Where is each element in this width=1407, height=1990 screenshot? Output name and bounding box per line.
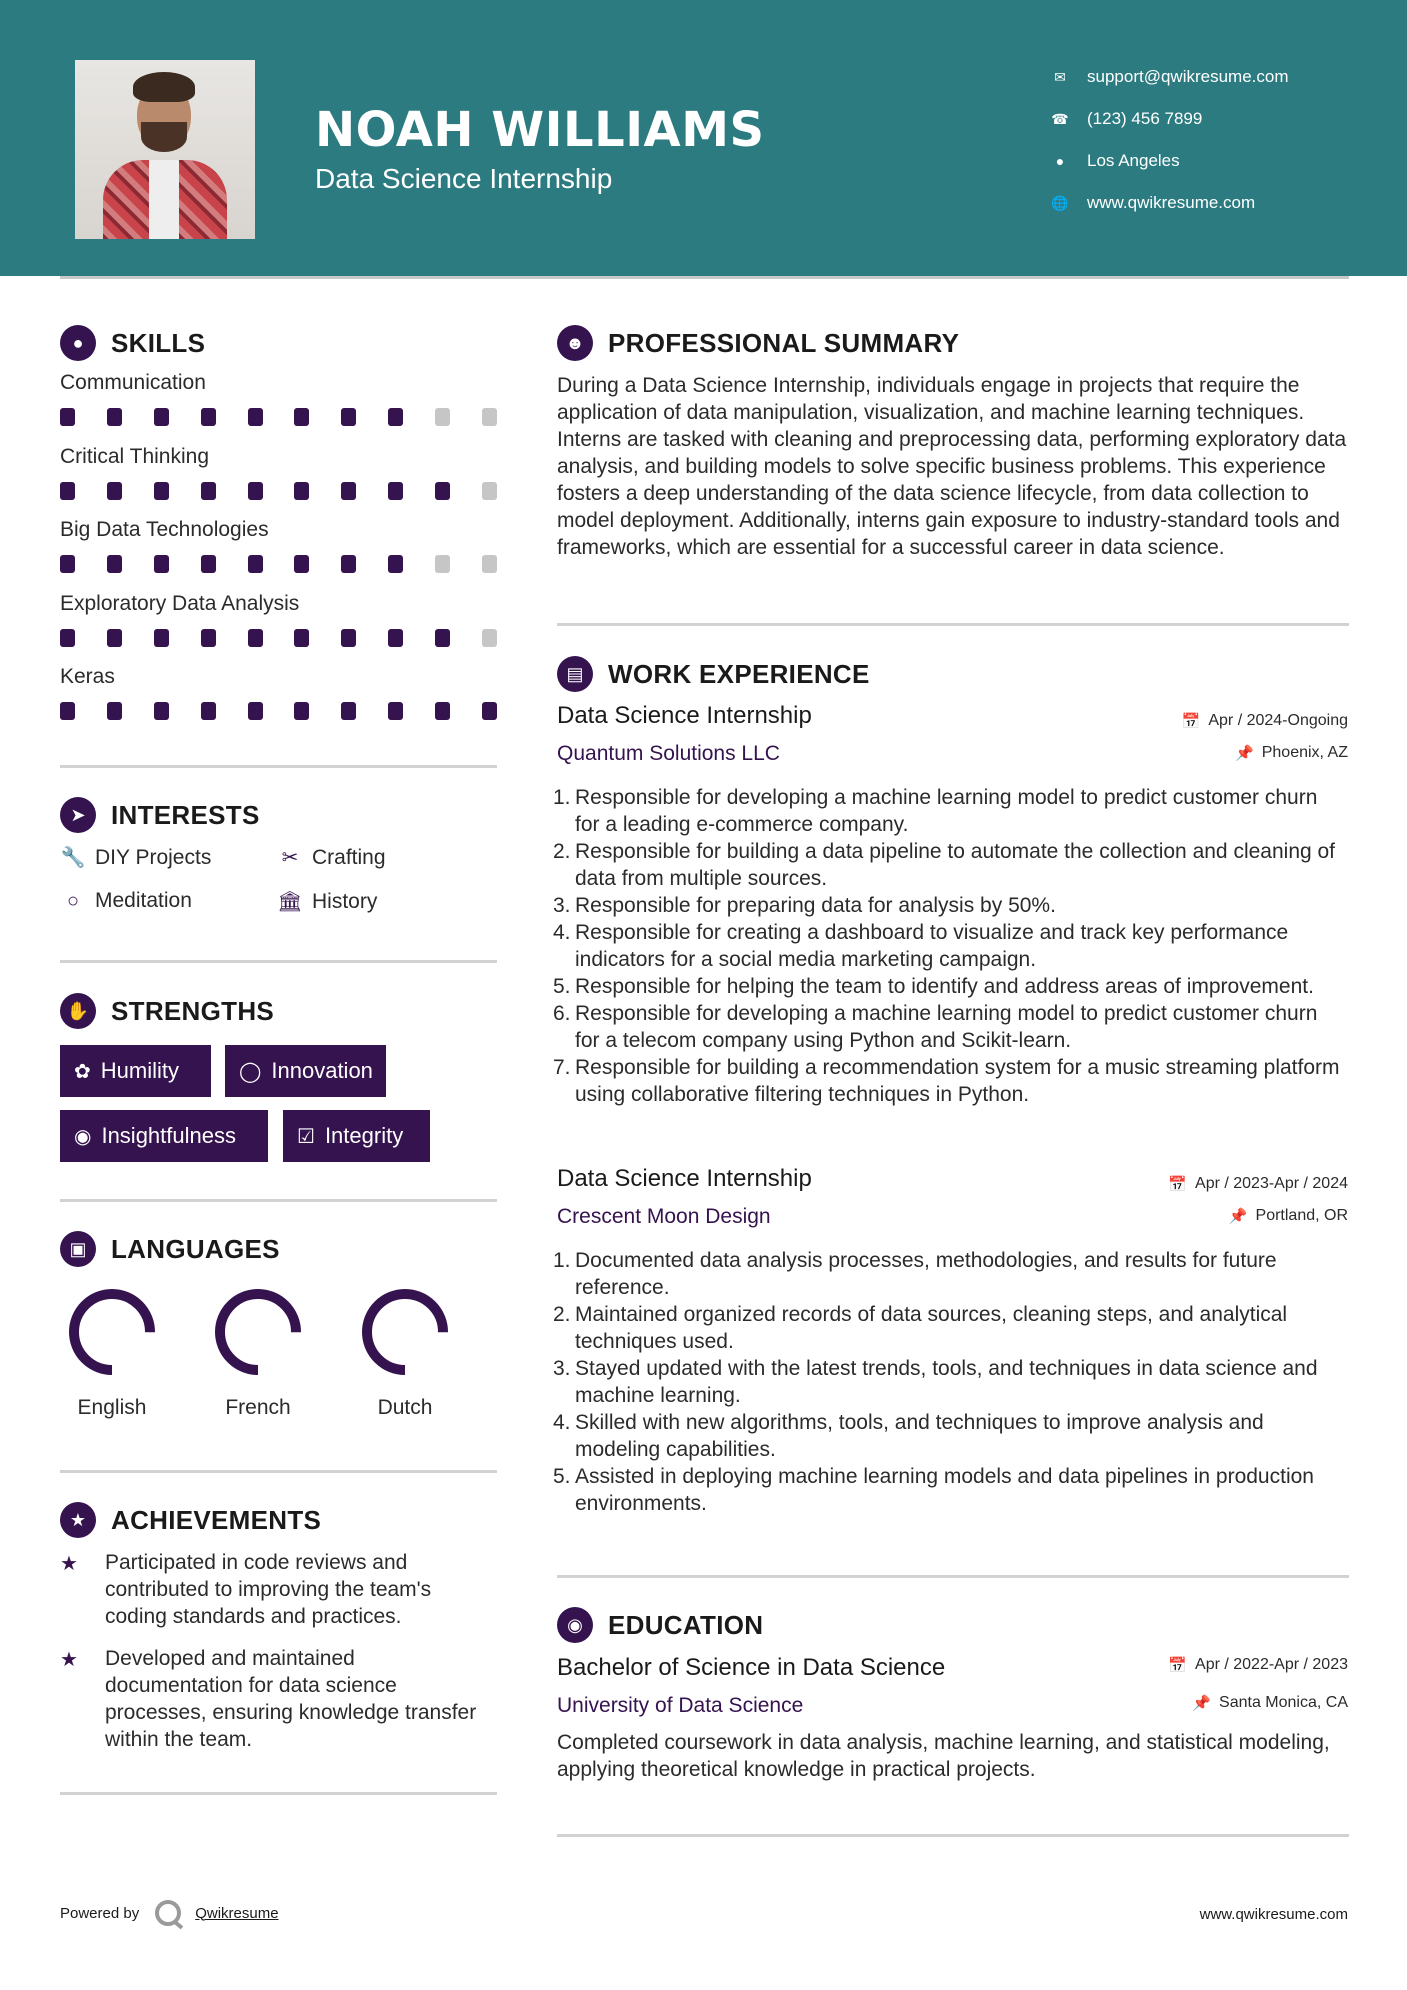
skill-dot [388,555,403,573]
achievement-item: ★ Participated in code reviews and contributed to improving the team's coding standards and practices. [60,1551,432,1628]
strength-badge: ◉ Insightfulness [60,1110,268,1162]
languages-heading: ▣ LANGUAGES [60,1231,280,1267]
job-responsibilities [553,784,1347,1108]
calendar-icon: 📅 [1168,1176,1188,1193]
skill-dot [154,482,169,500]
strengths-heading: ✋ STRENGTHS [60,993,274,1029]
degree-title: Bachelor of Science in Data Science [557,1654,946,1681]
skill-dot [248,702,263,720]
user-icon: ☻ [557,325,593,361]
summary-text: During a Data Science Internship, individuals engage in projects that require the application of data manipulation, visualization, and machine learning techniques. Interns are tasked with cleaning and preprocessing data, performing exploratory data analysis, and building models to solve specific business problems. This experience fosters a deep understanding of the data science lifecycle, from data collection to model deployment. Additionally, interns gain exposure to industry-standard tools and frameworks, which are essential for a successful career in data science. [557,374,1347,559]
skill-dot [107,482,122,500]
language-level-ring [212,1286,304,1378]
language-icon: ▣ [60,1231,96,1267]
wrench-icon: 🔧 [60,847,86,869]
achievement-item: ★ Developed and maintained documentation for data science processes, ensuring knowledge transfer within the team. [60,1647,477,1751]
responsibility-item: 6. Responsible for developing a machine learning model to predict customer churn for a telecom company using Python and Scikit-learn. [553,1002,1318,1052]
divider [60,1470,497,1473]
skill-dot [388,408,403,426]
interest-item: ✂ Crafting [277,845,386,870]
school-name: University of Data Science [557,1694,804,1717]
job-title: Data Science Internship [557,1165,812,1192]
graduation-icon: ◉ [557,1607,593,1643]
skill-dot [201,408,216,426]
responsibility-item: 4. Skilled with new algorithms, tools, and techniques to improve analysis and modeling capabilities. [553,1411,1264,1461]
responsibility-item: 7. Responsible for building a recommendation system for a music streaming platform using collaborative filtering techniques in Python. [553,1056,1340,1106]
candidate-name: NOAH WILLIAMS [315,102,765,158]
job-location: 📌 Phoenix, AZ [1235,744,1348,762]
job-title: Data Science Internship [557,702,812,729]
skill-dot [60,482,75,500]
skill-dot [248,408,263,426]
skill-dot [482,555,497,573]
responsibility-item: 4. Responsible for creating a dashboard to visualize and track key performance indicators for a social media marketing campaign. [553,921,1289,971]
pin-icon: 📌 [1228,1208,1248,1225]
skill-dot [107,702,122,720]
skill-dot [154,555,169,573]
skill-dot [201,482,216,500]
skill-dot [60,408,75,426]
language-label: English [77,1396,147,1419]
skill-dot [154,702,169,720]
skill-dot [294,482,309,500]
responsibility-item: 5. Assisted in deploying machine learning models and data pipelines in production environments. [553,1465,1314,1515]
header-divider [60,276,1349,279]
responsibility-item: 1. Responsible for developing a machine learning model to predict customer churn for a leading e-commerce company. [553,786,1318,836]
skill-rating [60,408,497,426]
skill-dot [482,408,497,426]
skill-dot [341,408,356,426]
skill-dot [248,482,263,500]
contact-location: ● Los Angeles [1050,140,1289,182]
skill-dot [341,702,356,720]
education-dates: 📅 Apr / 2022-Apr / 2023 [1168,1656,1348,1674]
contact-list [1050,56,1289,224]
pin-icon: 📌 [1235,745,1254,762]
job-company: Crescent Moon Design [557,1205,771,1228]
profile-photo [75,60,255,239]
skill-dot [388,629,403,647]
skill-dot [107,629,122,647]
skill-dot [435,702,450,720]
language-item [52,1286,172,1420]
language-level-ring [66,1286,158,1378]
strength-badge: ◯ Innovation [225,1045,386,1097]
skill-dot [248,555,263,573]
globe-icon: 🌐 [1051,194,1069,211]
interest-item: ○ Meditation [60,889,192,913]
skill-dot [154,629,169,647]
summary-heading: ☻ PROFESSIONAL SUMMARY [557,325,959,361]
pin-icon: 📌 [1192,1695,1212,1712]
divider [60,1792,497,1795]
job-location: 📌 Portland, OR [1228,1207,1348,1225]
footer-branding: Powered by Qwikresume [60,1900,279,1926]
divider [60,765,497,768]
skill-dot [294,702,309,720]
skill-name: Exploratory Data Analysis [60,591,300,615]
job-dates: 📅 Apr / 2024-Ongoing [1181,712,1348,730]
skill-dot [294,408,309,426]
map-marker-icon: ● [1055,153,1065,169]
skill-dot [201,555,216,573]
skills-heading: ● SKILLS [60,325,205,361]
skill-dot [294,555,309,573]
skill-dot [341,482,356,500]
skill-dot [388,482,403,500]
skill-rating [60,555,497,573]
skill-dot [435,482,450,500]
skill-dot [201,702,216,720]
skill-dot [107,408,122,426]
responsibility-item: 2. Maintained organized records of data sources, cleaning steps, and analytical techniques used. [553,1303,1288,1353]
skill-dot [482,702,497,720]
skill-dot [60,629,75,647]
education-location: 📌 Santa Monica, CA [1192,1694,1348,1712]
work-heading: ▤ WORK EXPERIENCE [557,656,870,692]
divider [60,1199,497,1202]
check-square-icon: ☑ [297,1125,315,1148]
skill-dot [482,482,497,500]
qwikresume-logo-icon [155,1900,181,1926]
skill-dot [341,629,356,647]
circle-icon: ○ [66,889,80,912]
skill-name: Big Data Technologies [60,518,269,541]
hand-icon: ✋ [60,993,96,1029]
contact-email[interactable]: ✉ support@qwikresume.com [1050,56,1289,98]
responsibility-item: 3. Responsible for preparing data for analysis by 50%. [553,894,1056,917]
skill-rating [60,702,497,720]
contact-website[interactable]: 🌐 www.qwikresume.com [1051,193,1256,212]
lightbulb-icon: ◯ [239,1060,262,1083]
briefcase-icon: ▤ [557,656,593,692]
responsibility-item: 5. Responsible for helping the team to identify and address areas of improvement. [553,975,1314,998]
skill-rating [60,629,497,647]
skill-dot [482,629,497,647]
interest-item: 🔧 DIY Projects [60,845,212,869]
skill-dot [435,629,450,647]
paper-plane-icon: ➤ [60,797,96,833]
skill-dot [107,555,122,573]
envelope-icon: ✉ [1054,68,1066,85]
skill-name: Critical Thinking [60,444,209,468]
language-item [345,1286,465,1420]
eye-icon: ◉ [74,1125,92,1148]
skill-dot [435,555,450,573]
star-icon: ★ [60,1502,96,1538]
language-level-ring [359,1286,451,1378]
skill-name: Communication [60,371,206,394]
skill-dot [435,408,450,426]
lightbulb-icon: ● [60,325,96,361]
skill-dot [294,629,309,647]
responsibility-item: 1. Documented data analysis processes, methodologies, and results for future reference. [553,1249,1277,1299]
skill-dot [388,702,403,720]
language-label: Dutch [377,1396,433,1419]
strength-badge: ✿ Humility [60,1045,211,1097]
skill-dot [341,555,356,573]
job-responsibilities [553,1247,1347,1517]
strength-badge: ☑ Integrity [283,1110,430,1162]
education-description: Completed coursework in data analysis, machine learning, and statistical modeling, applying theoretical knowledge in practical projects. [557,1731,1330,1781]
education-heading: ◉ EDUCATION [557,1607,763,1643]
divider [557,1834,1349,1837]
divider [557,1575,1349,1578]
scissors-icon: ✂ [281,847,299,869]
skill-dot [60,555,75,573]
job-dates: 📅 Apr / 2023-Apr / 2024 [1168,1175,1348,1193]
divider [557,623,1349,626]
candidate-role: Data Science Internship [315,163,613,194]
responsibility-item: 2. Responsible for building a data pipeline to automate the collection and cleaning of data from multiple sources. [553,840,1336,890]
skill-dot [248,629,263,647]
skill-dot [201,629,216,647]
interests-heading: ➤ INTERESTS [60,797,260,833]
phone-icon: ☎ [1051,110,1069,127]
footer-url[interactable]: www.qwikresume.com [1199,1906,1348,1923]
job-company: Quantum Solutions LLC [557,742,780,765]
stars-icon: ★ [60,1553,78,1575]
footer-brand-link[interactable]: Qwikresume [195,1904,279,1922]
language-label: French [225,1396,291,1419]
language-item [198,1286,318,1420]
calendar-icon: 📅 [1168,1657,1188,1674]
achievements-heading: ★ ACHIEVEMENTS [60,1502,321,1538]
skill-rating [60,482,497,500]
contact-phone[interactable]: ☎ (123) 456 7899 [1051,109,1203,128]
interest-item: 🏛 History [277,889,378,913]
resume-header [0,0,1407,276]
skill-dot [60,702,75,720]
responsibility-item: 3. Stayed updated with the latest trends, tools, and techniques in data science and machine learning. [553,1357,1318,1407]
skill-name: Keras [60,665,115,688]
calendar-icon: 📅 [1181,713,1201,730]
museum-icon: 🏛 [277,891,303,913]
divider [60,960,497,963]
leaf-icon: ✿ [74,1060,91,1083]
skill-dot [154,408,169,426]
stars-icon: ★ [60,1649,78,1671]
